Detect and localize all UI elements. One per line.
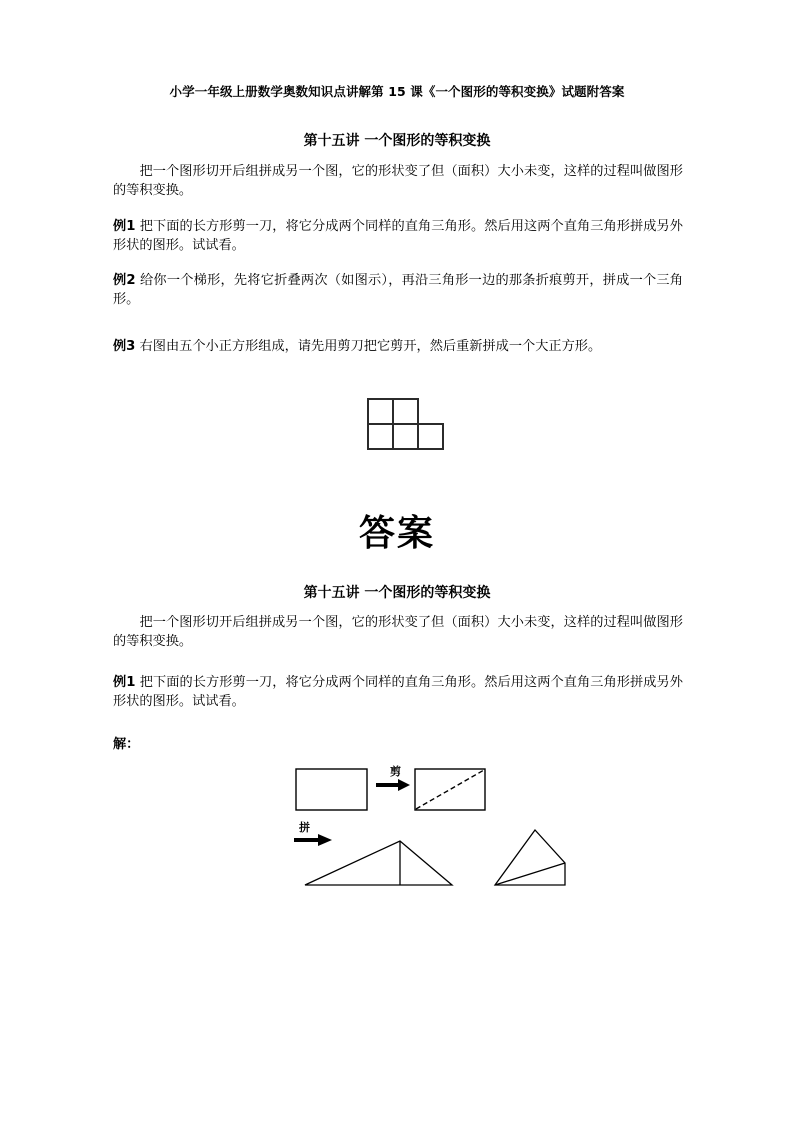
answers-heading: 答案 xyxy=(358,513,435,554)
assembled-triangle xyxy=(305,841,452,885)
example-2-paragraph xyxy=(113,271,683,309)
example-2-label: 例2 xyxy=(113,273,136,288)
example-1-paragraph xyxy=(113,217,683,255)
example-3-text: 右图由五个小正方形组成，请先用剪刀把它剪开，然后重新拼成一个大正方形。 xyxy=(139,339,602,354)
intro-paragraph-answers-text: 把一个图形切开后组拼成另一个图，它的形状变了但（面积）大小未变，这样的过程叫做图形的等积变换。 xyxy=(113,615,683,649)
assemble-arrow-head xyxy=(318,834,332,846)
cut-arrow-group xyxy=(376,764,410,791)
five-square-figure-svg xyxy=(330,390,460,460)
example-1-text: 把下面的长方形剪一刀，将它分成两个同样的直角三角形。然后用这两个直角三角形拼成另外形状的图形。试试看。 xyxy=(113,219,683,253)
lesson-heading-problems: 第十五讲 一个图形的等积变换 xyxy=(303,133,491,149)
pentomino-figure xyxy=(330,390,460,460)
example-1-label: 例1 xyxy=(113,219,136,234)
source-rectangle xyxy=(296,769,367,810)
cut-arrow-label: 剪 xyxy=(390,765,401,778)
pentomino-cells xyxy=(368,399,443,449)
cut-rectangle-diagonal xyxy=(416,770,484,809)
pentomino-cell-bottom-left xyxy=(368,424,393,449)
assemble-arrow-label: 拼 xyxy=(299,821,310,834)
pentomino-cell-bottom-right xyxy=(418,424,443,449)
example-1-text-answers: 把下面的长方形剪一刀，将它分成两个同样的直角三角形。然后用这两个直角三角形拼成另外形状的图形。试试看。 xyxy=(113,675,683,709)
cut-arrow-head xyxy=(398,779,410,791)
intro-paragraph-text: 把一个图形切开后组拼成另一个图，它的形状变了但（面积）大小未变，这样的过程叫做图形的等积变换。 xyxy=(113,164,683,198)
example-2-text: 给你一个梯形，先将它折叠两次（如图示），再沿三角形一边的那条折痕剪开，拼成一个三角形。 xyxy=(113,273,683,307)
page-title: 小学一年级上册数学奥数知识点讲解第 15 课《一个图形的等积变换》试题附答案 xyxy=(169,84,625,99)
pentomino-cell-top-right xyxy=(393,399,418,424)
assembled-triangle-group xyxy=(305,841,452,885)
solution-label: 解： xyxy=(113,737,140,752)
example-1-paragraph-answers xyxy=(113,673,683,711)
example-3-paragraph xyxy=(113,337,683,356)
pentomino-cell-top-left xyxy=(368,399,393,424)
solution-diagram xyxy=(280,755,580,895)
assembled-quadrilateral-seam xyxy=(495,863,565,885)
cut-rectangle-group xyxy=(415,769,485,810)
example-3-label: 例3 xyxy=(113,339,136,354)
solution-diagram-svg xyxy=(280,755,580,895)
pentomino-cell-bottom-middle xyxy=(393,424,418,449)
intro-paragraph-problems xyxy=(113,162,683,200)
lesson-heading-answers: 第十五讲 一个图形的等积变换 xyxy=(303,585,491,601)
example-1-label-answers: 例1 xyxy=(113,675,136,690)
assemble-arrow-group xyxy=(294,820,332,846)
assembled-quadrilateral-group xyxy=(495,830,565,885)
intro-paragraph-answers xyxy=(113,613,683,651)
assembled-quadrilateral xyxy=(495,830,565,885)
